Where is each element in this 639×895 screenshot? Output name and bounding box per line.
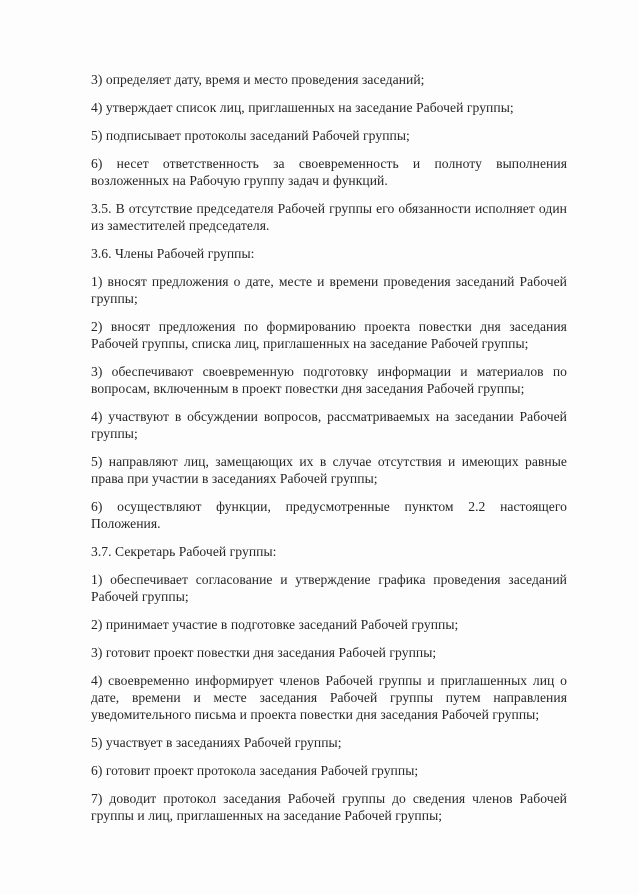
secretary-item-5: 5) участвует в заседаниях Рабочей группы; xyxy=(91,735,342,750)
paragraph-3-3: 3) определяет дату, время и место проведения заседаний; xyxy=(91,72,425,87)
secretary-item-3: 3) готовит проект повестки дня заседания Рабочей группы; xyxy=(91,645,437,660)
secretary-item-7: 7) доводит протокол заседания Рабочей группы до сведения членов Рабочей группы и лиц, приглашенных на заседание Рабочей группы; xyxy=(91,791,567,823)
members-item-2: 2) вносят предложения по формированию проекта повестки дня заседания Рабочей группы, списка лиц, приглашенных на заседание Рабочей группы; xyxy=(91,319,567,351)
secretary-item-4: 4) своевременно информирует членов Рабочей группы и приглашенных лиц о дате, времени и месте заседания Рабочей группы путем направления уведомительного письма и проекта повестки дня заседания Рабочей группы; xyxy=(91,673,567,722)
secretary-item-1: 1) обеспечивает согласование и утверждение графика проведения заседаний Рабочей группы; xyxy=(91,572,567,604)
paragraph-3-6: 6) несет ответственность за своевременность и полноту выполнения возложенных на Рабочую группу задач и функций. xyxy=(91,156,567,188)
paragraph-3-5: 5) подписывает протоколы заседаний Рабочей группы; xyxy=(91,128,410,143)
members-item-6: 6) осуществляют функции, предусмотренные пунктом 2.2 настоящего Положения. xyxy=(91,499,567,531)
members-item-4: 4) участвуют в обсуждении вопросов, рассматриваемых на заседании Рабочей группы; xyxy=(91,409,567,441)
document-body xyxy=(91,71,567,824)
members-item-1: 1) вносят предложения о дате, месте и времени проведения заседаний Рабочей группы; xyxy=(91,274,567,306)
secretary-item-6: 6) готовит проект протокола заседания Рабочей группы; xyxy=(91,763,419,778)
members-item-5: 5) направляют лиц, замещающих их в случае отсутствия и имеющих равные права при участии в заседаниях Рабочей группы; xyxy=(91,454,567,486)
section-3-6-heading: 3.6. Члены Рабочей группы: xyxy=(91,246,255,261)
members-item-3: 3) обеспечивают своевременную подготовку информации и материалов по вопросам, включенным в проект повестки дня заседания Рабочей группы; xyxy=(91,364,567,396)
section-3-5: 3.5. В отсутствие председателя Рабочей группы его обязанности исполняет один из заместителей председателя. xyxy=(91,201,567,233)
paragraph-3-4: 4) утверждает список лиц, приглашенных на заседание Рабочей группы; xyxy=(91,100,514,115)
section-3-7-heading: 3.7. Секретарь Рабочей группы: xyxy=(91,544,277,559)
secretary-item-2: 2) принимает участие в подготовке заседаний Рабочей группы; xyxy=(91,617,459,632)
